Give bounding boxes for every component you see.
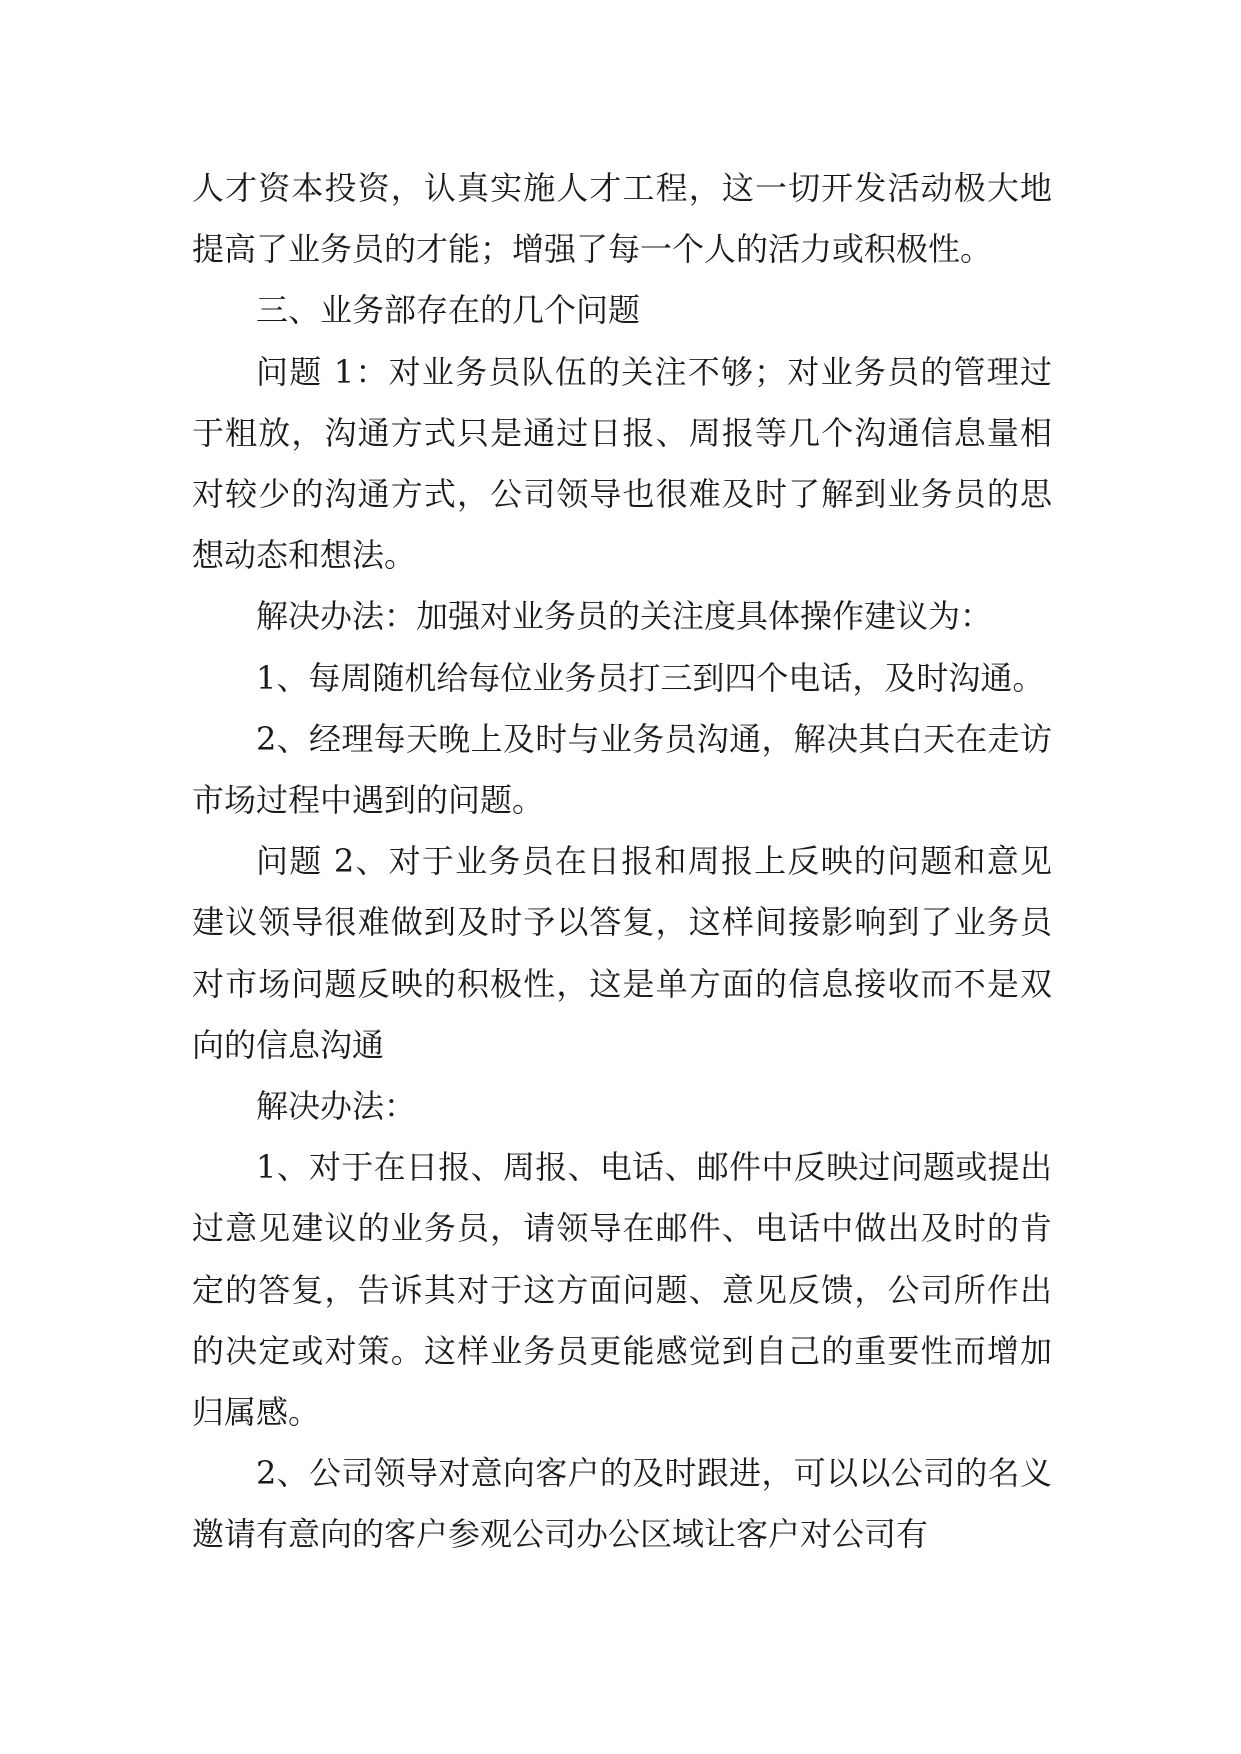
paragraph-problem-2: 问题 2、对于业务员在日报和周报上反映的问题和意见建议领导很难做到及时予以答复，这样间接影响到了业务员对市场问题反映的积极性，这是单方面的信息接收而不是双向的信息沟通	[192, 842, 1052, 1064]
paragraph-continued: 人才资本投资，认真实施人才工程，这一切开发活动极大地提高了业务员的才能；增强了每一个人的活力或积极性。	[192, 169, 1052, 269]
paragraph-problem-1: 问题 1：对业务员队伍的关注不够；对业务员的管理过于粗放，沟通方式只是通过日报、周报等几个沟通信息量相对较少的沟通方式，公司领导也很难及时了解到业务员的思想动态和想法。	[192, 352, 1052, 575]
paragraph-solution-1-item-1: 1、每周随机给每位业务员打三到四个电话，及时沟通。	[256, 658, 1045, 697]
paragraph-solution-2-item-1: 1、对于在日报、周报、电话、邮件中反映过问题或提出过意见建议的业务员，请领导在邮件、电话中做出及时的肯定的答复，告诉其对于这方面问题、意见反馈，公司所作出的决定或对策。这样业务员更能感觉到自己的重要性而增加归属感。	[192, 1148, 1052, 1432]
paragraph-solution-1-intro: 解决办法：加强对业务员的关注度具体操作建议为：	[256, 597, 993, 636]
document-body	[192, 158, 1052, 1566]
paragraph-solution-1-item-2: 2、经理每天晚上及时与业务员沟通，解决其白天在走访市场过程中遇到的问题。	[192, 719, 1052, 820]
paragraph-solution-2-item-2: 2、公司领导对意向客户的及时跟进，可以以公司的名义邀请有意向的客户参观公司办公区域让客户对公司有	[192, 1454, 1052, 1554]
section-heading: 三、业务部存在的几个问题	[256, 291, 641, 330]
paragraph-solution-2-intro: 解决办法：	[256, 1087, 417, 1126]
